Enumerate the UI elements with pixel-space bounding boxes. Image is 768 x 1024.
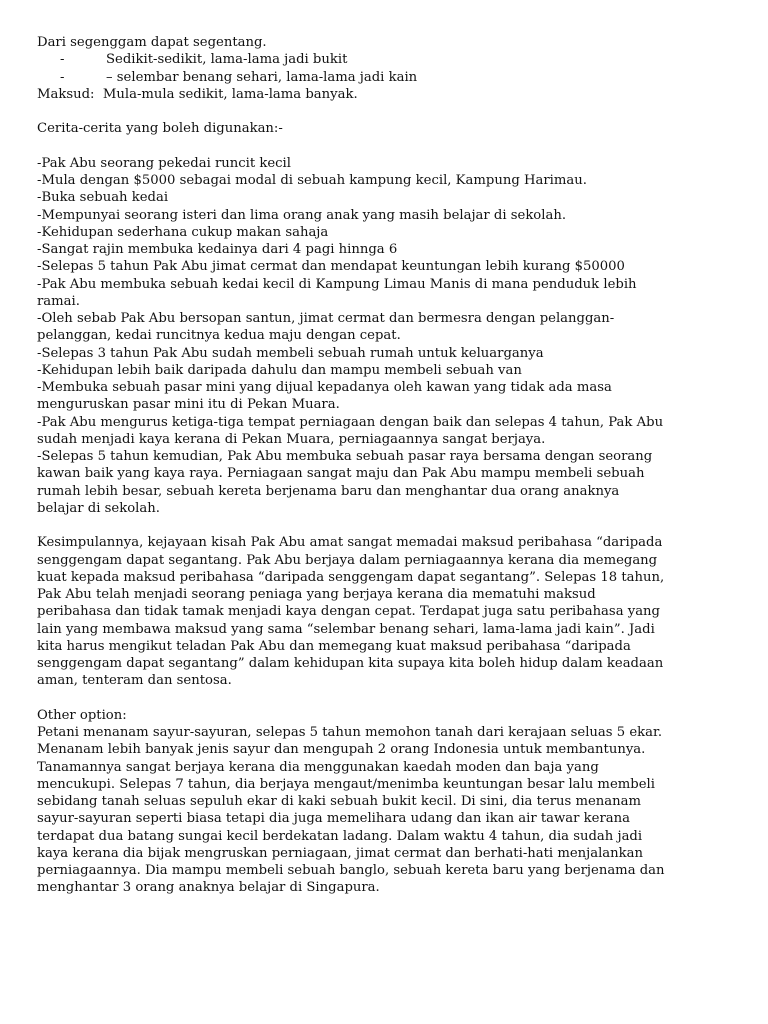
conclusion-line: peribahasa dan tidak tamak menjadi kaya dengan cepat. Terdapat juga satu peribahasa yang xyxy=(37,604,660,620)
story-line: -Buka sebuah kedai xyxy=(37,190,169,206)
conclusion-line: kita harus mengikut teladan Pak Abu dan memegang kuat maksud peribahasa “daripada xyxy=(37,638,631,654)
bullet-dash: - xyxy=(60,52,65,68)
proverb-bullet xyxy=(37,69,732,86)
other-option-line: menghantar 3 orang anaknya belajar di Singapura. xyxy=(37,880,380,896)
story-points xyxy=(37,155,732,517)
conclusion-line: Pak Abu telah menjadi seorang peniaga yang berjaya kerana dia mematuhi maksud xyxy=(37,587,596,602)
bullet-text: – selembar benang sehari, lama-lama jadi kain xyxy=(106,69,418,85)
spacer xyxy=(37,690,732,707)
story-line: -Pak Abu membuka sebuah kedai kecil di Kampung Limau Manis di mana penduduk lebih xyxy=(37,276,637,292)
conclusion-line: senggengam dapat segantang” dalam kehidupan kita supaya kita boleh hidup dalam keadaan xyxy=(37,656,664,671)
conclusion-line: lain yang membawa maksud yang sama “selembar benang sehari, lama-lama jadi kain”. Jadi xyxy=(37,621,655,637)
bullet-dash: - xyxy=(60,69,65,85)
other-option-line: sebidang tanah seluas sepuluh ekar di kaki sebuah bukit kecil. Di sini, dia terus menanam xyxy=(37,794,641,809)
stories-title: Cerita-cerita yang boleh digunakan:- xyxy=(37,121,283,137)
conclusion-line: kuat kepada maksud peribahasa “daripada senggengam dapat segantang”. Selepas 18 tahun, xyxy=(37,569,665,585)
other-option-paragraph xyxy=(37,724,732,897)
other-option-line: Menanam lebih banyak jenis sayur dan mengupah 2 orang Indonesia untuk membantunya. xyxy=(37,742,646,758)
story-line: sudah menjadi kaya kerana di Pekan Muara, perniagaannya sangat berjaya. xyxy=(37,431,546,447)
conclusion-line: Kesimpulannya, kejayaan kisah Pak Abu amat sangat memadai maksud peribahasa “daripada xyxy=(37,535,663,551)
meaning-line: Maksud: Mula-mula sedikit, lama-lama banyak. xyxy=(37,86,358,102)
story-line: -Mempunyai seorang isteri dan lima orang anak yang masih belajar di sekolah. xyxy=(37,207,567,223)
other-option-title: Other option: xyxy=(37,707,127,723)
story-line: -Kehidupan sederhana cukup makan sahaja xyxy=(37,224,329,240)
other-option-line: Petani menanam sayur-sayuran, selepas 5 tahun memohon tanah dari kerajaan seluas 5 ekar. xyxy=(37,725,663,740)
story-line: -Kehidupan lebih baik daripada dahulu dan mampu membeli sebuah van xyxy=(37,362,522,378)
spacer xyxy=(37,517,732,534)
proverb-bullet xyxy=(37,51,732,68)
story-line: -Sangat rajin membuka kedainya dari 4 pagi hinnga 6 xyxy=(37,242,398,257)
story-line: -Oleh sebab Pak Abu bersopan santun, jimat cermat dan bermesra dengan pelanggan- xyxy=(37,311,615,326)
story-line: pelanggan, kedai runcitnya kedua maju dengan cepat. xyxy=(37,328,401,344)
conclusion-line: aman, tenteram dan sentosa. xyxy=(37,673,232,689)
spacer xyxy=(37,103,732,120)
other-option-line: mencukupi. Selepas 7 tahun, dia berjaya mengaut/menimba keuntungan besar lalu membeli xyxy=(37,776,655,792)
story-line: belajar di sekolah. xyxy=(37,500,160,516)
story-line: menguruskan pasar mini itu di Pekan Muara. xyxy=(37,397,340,413)
story-line: -Selepas 5 tahun Pak Abu jimat cermat dan mendapat keuntungan lebih kurang $50000 xyxy=(37,259,625,275)
other-option-line: Tanamannya sangat berjaya kerana dia menggunakan kaedah moden dan baja yang xyxy=(37,759,599,775)
story-line: -Selepas 5 tahun kemudian, Pak Abu membuka sebuah pasar raya bersama dengan seorang xyxy=(37,449,653,464)
story-line: kawan baik yang kaya raya. Perniagaan sangat maju dan Pak Abu mampu membeli sebuah xyxy=(37,466,645,482)
story-line: -Pak Abu mengurus ketiga-tiga tempat perniagaan dengan baik dan selepas 4 tahun, Pak Abu xyxy=(37,414,664,430)
conclusion-line: senggengam dapat segantang. Pak Abu berjaya dalam perniagaannya kerana dia memegang xyxy=(37,552,658,568)
other-option-line: kaya kerana dia bijak mengruskan perniagaan, jimat cermat dan berhati-hati menjalankan xyxy=(37,845,644,861)
spacer xyxy=(37,138,732,155)
other-option-line: terdapat dua batang sungai kecil berdekatan ladang. Dalam waktu 4 tahun, dia sudah jadi xyxy=(37,828,643,844)
story-line: -Pak Abu seorang pekedai runcit kecil xyxy=(37,155,291,171)
other-option-line: sayur-sayuran seperti biasa tetapi dia juga memelihara udang dan ikan air tawar kerana xyxy=(37,811,630,827)
story-line: -Selepas 3 tahun Pak Abu sudah membeli sebuah rumah untuk keluarganya xyxy=(37,345,544,361)
story-line: ramai. xyxy=(37,293,80,309)
conclusion-paragraph xyxy=(37,534,732,689)
other-option-line: perniagaannya. Dia mampu membeli sebuah banglo, sebuah kereta baru yang berjenama dan xyxy=(37,863,665,878)
bullet-text: Sedikit-sedikit, lama-lama jadi bukit xyxy=(106,52,348,68)
story-line: -Membuka sebuah pasar mini yang dijual kepadanya oleh kawan yang tidak ada masa xyxy=(37,380,612,395)
story-line: -Mula dengan $5000 sebagai modal di sebuah kampung kecil, Kampung Harimau. xyxy=(37,173,587,188)
proverb-heading: Dari segenggam dapat segentang. xyxy=(37,35,267,50)
story-line: rumah lebih besar, sebuah kereta berjenama baru dan menghantar dua orang anaknya xyxy=(37,483,620,499)
